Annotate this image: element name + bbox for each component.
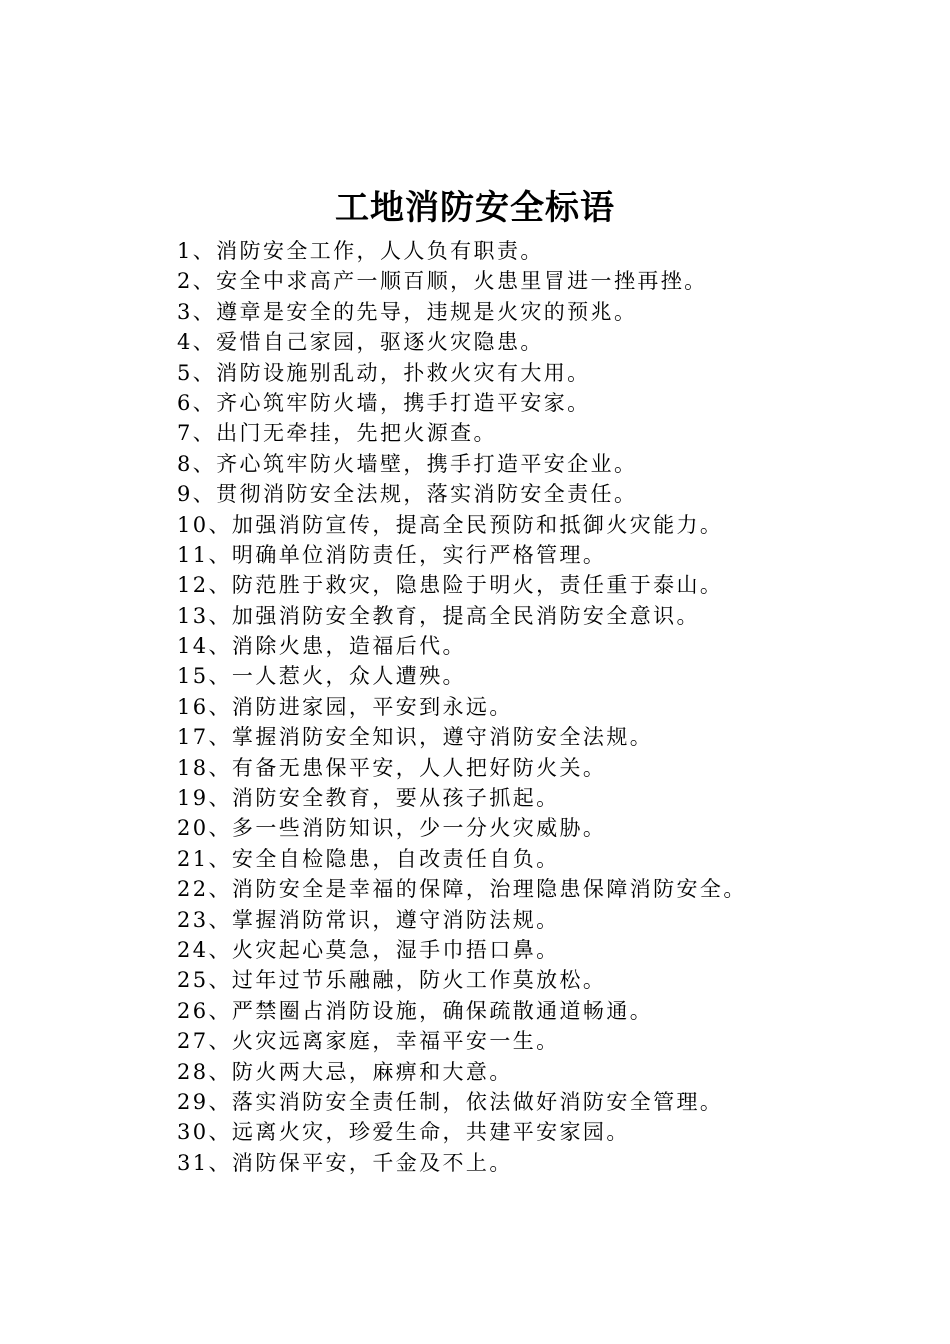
slogan-item: 25、过年过节乐融融，防火工作莫放松。 [177,968,607,993]
slogan-item: 9、贯彻消防安全法规，落实消防安全责任。 [177,482,638,507]
slogan-item: 13、加强消防安全教育，提高全民消防安全意识。 [177,603,700,628]
slogan-item: 7、出门无牵挂，先把火源查。 [177,421,497,446]
slogan-item: 5、消防设施别乱动，扑救火灾有大用。 [177,360,591,385]
slogan-item: 18、有备无患保平安，人人把好防火关。 [177,755,607,780]
slogan-item: 16、消防进家园，平安到永远。 [177,694,513,719]
slogan-item: 12、防范胜于救灾，隐患险于明火，责任重于泰山。 [177,573,724,598]
slogan-item: 23、掌握消防常识，遵守消防法规。 [177,907,560,932]
slogan-list [177,236,877,1178]
slogan-item: 29、落实消防安全责任制，依法做好消防安全管理。 [177,1089,724,1114]
slogan-item: 19、消防安全教育，要从孩子抓起。 [177,786,560,811]
slogan-item: 6、齐心筑牢防火墙，携手打造平安家。 [177,390,591,415]
slogan-item: 11、明确单位消防责任，实行严格管理。 [177,542,607,567]
slogan-item: 3、遵章是安全的先导，违规是火灾的预兆。 [177,299,638,324]
slogan-item: 14、消除火患，造福后代。 [177,634,466,659]
slogan-item: 22、消防安全是幸福的保障，治理隐患保障消防安全。 [177,877,747,902]
slogan-item: 10、加强消防宣传，提高全民预防和抵御火灾能力。 [177,512,724,537]
slogan-item: 4、爱惜自己家园，驱逐火灾隐患。 [177,330,544,355]
slogan-item: 1、消防安全工作，人人负有职责。 [177,239,544,263]
slogan-item: 21、安全自检隐患，自改责任自负。 [177,846,560,871]
slogan-item: 26、严禁圈占消防设施，确保疏散通道畅通。 [177,998,654,1023]
slogan-item: 15、一人惹火，众人遭殃。 [177,664,466,689]
slogan-item: 30、远离火灾，珍爱生命，共建平安家园。 [177,1120,630,1145]
slogan-item: 20、多一些消防知识，少一分火灾威胁。 [177,816,607,841]
slogan-item: 2、安全中求高产一顺百顺，火患里冒进一挫再挫。 [177,269,708,294]
slogan-item: 31、消防保平安，千金及不上。 [177,1150,513,1175]
document-title: 工地消防安全标语 [335,188,615,228]
slogan-item: 8、齐心筑牢防火墙壁，携手打造平安企业。 [177,451,638,476]
slogan-item: 27、火灾远离家庭，幸福平安一生。 [177,1029,560,1054]
slogan-item: 28、防火两大忌，麻痹和大意。 [177,1059,513,1084]
slogan-item: 17、掌握消防安全知识，遵守消防安全法规。 [177,725,654,750]
slogan-item: 24、火灾起心莫急，湿手巾捂口鼻。 [177,937,560,962]
